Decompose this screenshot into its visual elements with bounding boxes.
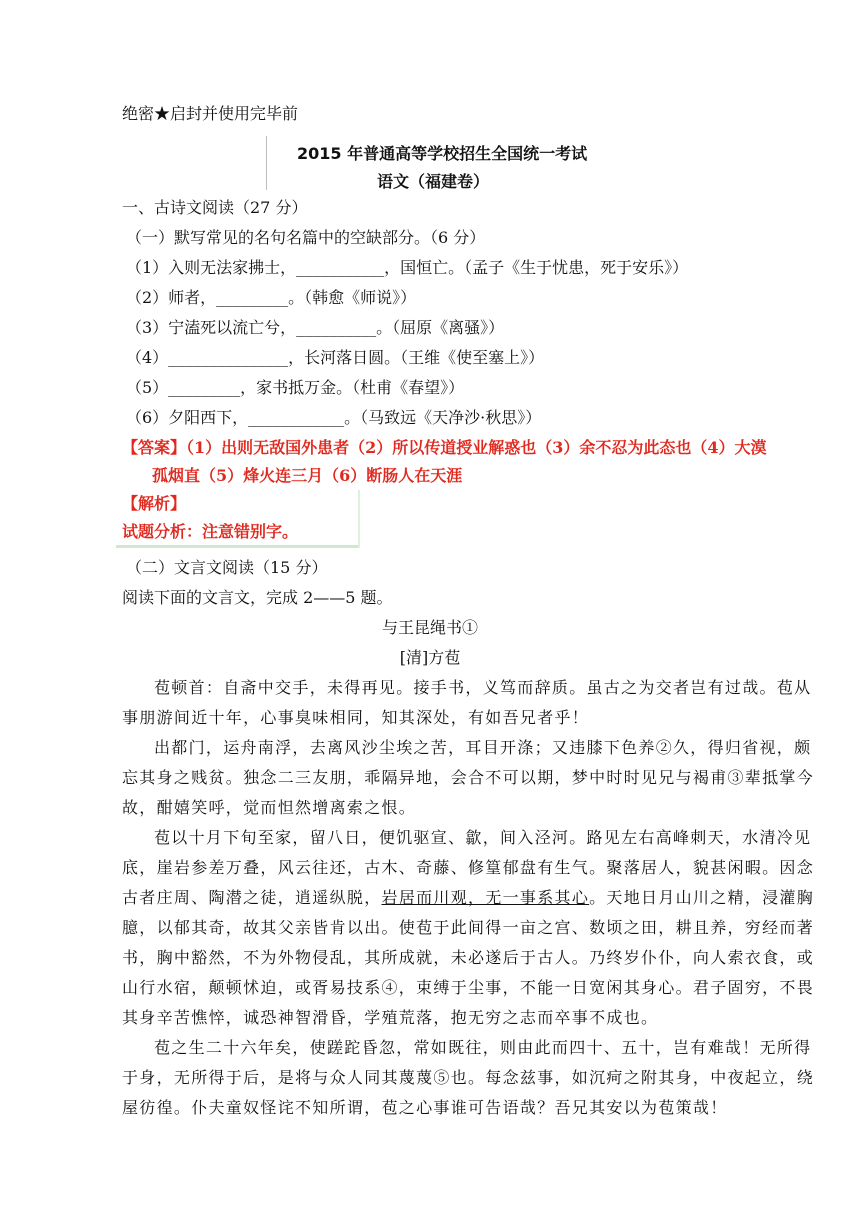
confidential-notice: 绝密★启封并使用完毕前 (122, 104, 299, 123)
analysis-box (116, 490, 360, 548)
passage-line (122, 888, 814, 908)
subsection-heading: （二）文言文阅读（15 分） (126, 558, 328, 577)
answer-line: 孤烟直（5）烽火连三月（6）断肠人在天涯 (152, 466, 463, 485)
passage-line: 苞以十月下旬至家，留八日，便饥驱宣、歙，间入泾河。路见左右高峰刺天，水清冷见 (154, 828, 812, 847)
question-item: （4）_______________，长河落日圆。（王维《使至塞上》） (126, 348, 545, 367)
passage-line: 出都门，运舟南浮，去离风沙尘埃之苦，耳目开涤；又违膝下色养②久，得归省视，颇 (154, 738, 812, 757)
subsection-heading: （一）默写常见的名句名篇中的空缺部分。（6 分） (126, 228, 486, 247)
passage-line: 臆，以郁其奇，故其父亲皆肯以出。使苞于此间得一亩之宫、数顷之田，耕且养，穷经而著 (122, 918, 815, 937)
passage-line: 于身，无所得于后，是将与众人同其蔑蔑⑤也。每念兹事，如沉疴之附其身，中夜起立，绕 (122, 1068, 815, 1087)
passage-line: 苞顿首：自斋中交手，未得再见。接手书，义笃而辞质。虽古之为交者岂有过哉。苞从 (154, 678, 812, 697)
underlined-phrase: 岩居而川观，无一事系其心 (381, 888, 590, 907)
exam-title-block (266, 136, 597, 190)
question-item: （6）夕阳西下，____________。（马致远《天净沙·秋思》） (126, 408, 542, 427)
question-item: （5）_________，家书抵万金。（杜甫《春望》） (126, 378, 465, 397)
instruction-text: 阅读下面的文言文，完成 2——5 题。 (122, 588, 393, 607)
passage-line: 事朋游间近十年，心事臭味相同，知其深处，有如吾兄者乎！ (122, 708, 590, 727)
question-item: （1）入则无法家拂士，___________，国恒亡。（孟子《生于忧患，死于安乐》） (126, 258, 689, 277)
passage-line: 苞之生二十六年矣，使蹉跎昏忽，常如既往，则由此而四十、五十，岂有难哉！无所得 (154, 1038, 812, 1057)
passage-line: 屋彷徨。仆夫童奴怪诧不知所谓，苞之心事谁可告语哉？吾兄其安以为苞策哉！ (122, 1098, 728, 1117)
passage-line: 故，酣嬉笑呼，觉而怛然增离索之恨。 (122, 798, 417, 817)
section-heading: 一、古诗文阅读（27 分） (122, 198, 308, 217)
analysis-text: 试题分析：注意错别字。 (122, 522, 299, 541)
analysis-underline (116, 545, 360, 548)
passage-line: 书，胸中豁然，不为外物侵乱，其所成就，未必遂后于古人。乃终岁仆仆，向人索衣食，或 (122, 948, 815, 967)
exam-subtitle: 语文（福建卷） (377, 172, 490, 191)
passage-text: 古者庄周、陶潜之徒，逍遥纵脱， (122, 888, 382, 907)
passage-line: 底，崖岩参差万叠，风云往还，古木、奇藤、修篁郁盘有生气。聚落居人，貌甚闲暇。因念 (122, 858, 815, 877)
passage-line: 忘其身之贱贫。独念二三友朋，乖隔异地，会合不可以期，梦中时时见兄与褐甫③辈抵掌今 (122, 768, 815, 787)
passage-line: 山行水宿，颠顿怵迫，或胥易技系④，束缚于尘事，不能一日宽闲其身心。君子固穷，不畏 (122, 978, 815, 997)
passage-title: 与王昆绳书① (381, 618, 478, 637)
passage-author: [清]方苞 (399, 648, 461, 667)
passage-line: 其身辛苦憔悴，诚恐神智滑昏，学殖荒落，抱无穷之志而卒事不成也。 (122, 1008, 659, 1027)
answer-line: 【答案】（1）出则无敌国外患者（2）所以传道授业解惑也（3）余不忍为此态也（4）大漠 (122, 438, 767, 457)
passage-text: 。天地日月山川之精，浸灌胸 (589, 888, 815, 907)
analysis-label: 【解析】 (122, 494, 187, 513)
exam-title: 2015 年普通高等学校招生全国统一考试 (297, 144, 588, 163)
analysis-border (358, 490, 360, 548)
question-item: （3）宁溘死以流亡兮，__________。（屈原《离骚》） (126, 318, 505, 337)
question-item: （2）师者，_________。（韩愈《师说》） (126, 288, 417, 307)
